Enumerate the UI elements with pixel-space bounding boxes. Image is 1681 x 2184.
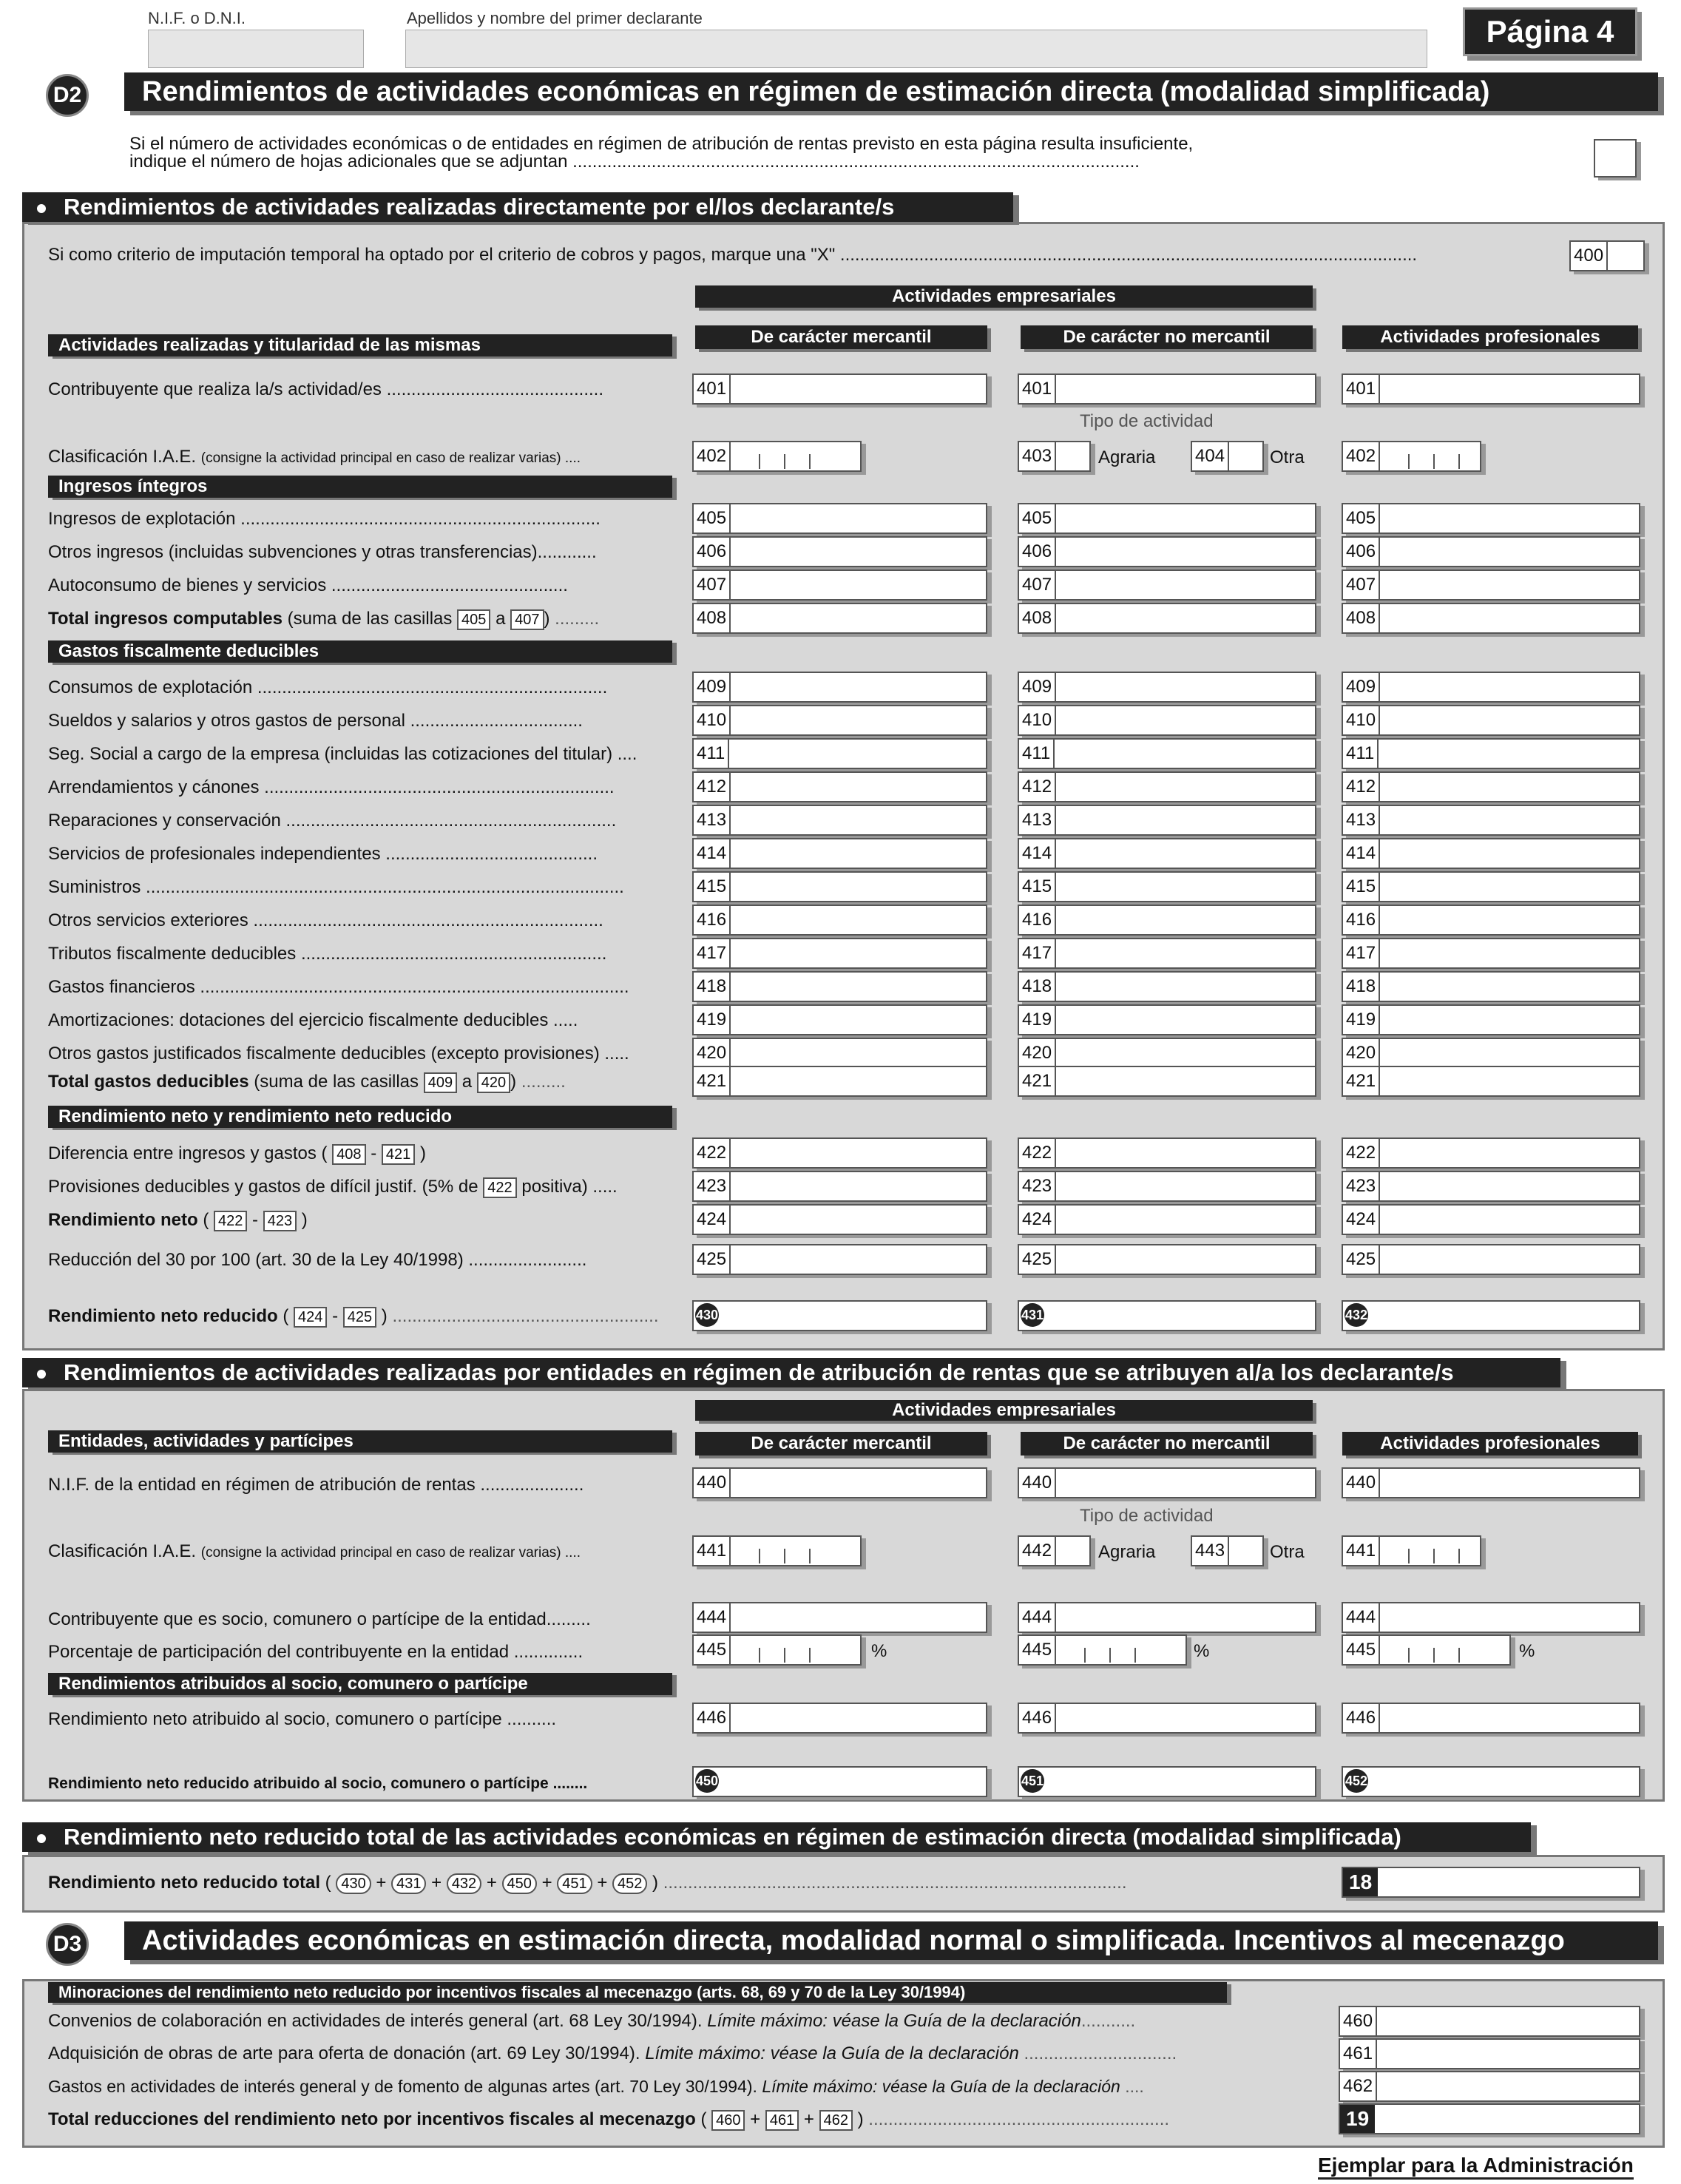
col-header-profesionales: Actividades profesionales bbox=[1342, 325, 1638, 349]
nif-field[interactable] bbox=[148, 30, 364, 68]
box-450[interactable]: 450 bbox=[692, 1766, 987, 1797]
box-400[interactable]: 400 bbox=[1569, 240, 1645, 271]
box-402-mercantil[interactable]: 402 bbox=[692, 441, 862, 472]
box-424-col2[interactable]: 424 bbox=[1018, 1204, 1316, 1235]
box-409-col1[interactable]: 409 bbox=[692, 672, 987, 703]
row-label-405: Ingresos de explotación ......................................................................... bbox=[48, 509, 601, 529]
row-label-414: Servicios de profesionales independientes ........................................... bbox=[48, 844, 598, 864]
row-label-418: Gastos financieros ....................................................................................... bbox=[48, 977, 629, 997]
sec2-title: Rendimientos de actividades realizadas por entidades en régimen de atribución de rentas que se atribuyen al/a los declarante/s bbox=[22, 1358, 1560, 1387]
col-header-profesionales-2: Actividades profesionales bbox=[1342, 1432, 1638, 1456]
row-label-412: Arrendamientos y cánones ....................................................................... bbox=[48, 777, 615, 797]
row-label-406: Otros ingresos (incluidas subvenciones y otras transferencias)............ bbox=[48, 542, 597, 562]
provisiones-label: Provisiones deducibles y gastos de difícil justif. (5% de 422 positiva) ..... bbox=[48, 1177, 618, 1197]
box-418-col1[interactable]: 418 bbox=[692, 971, 987, 1002]
row-label-425: Reducción del 30 por 100 (art. 30 de la Ley 40/1998) ........................ bbox=[48, 1250, 587, 1270]
box-19[interactable]: 19 bbox=[1339, 2103, 1640, 2134]
box-408-col2[interactable]: 408 bbox=[1018, 603, 1316, 634]
box-406-col2[interactable]: 406 bbox=[1018, 536, 1316, 567]
socio-label: Contribuyente que es socio, comunero o partícipe de la entidad......... bbox=[48, 1609, 591, 1629]
row-label-415: Suministros ................................................................................................. bbox=[48, 877, 624, 897]
sum-item-430: 430 bbox=[336, 1873, 371, 1894]
box-407-col2[interactable]: 407 bbox=[1018, 569, 1316, 601]
row-label-410: Sueldos y salarios y otros gastos de personal ................................... bbox=[48, 711, 583, 731]
box-401-mercantil[interactable]: 401 bbox=[692, 373, 987, 405]
box-412-col1[interactable]: 412 bbox=[692, 771, 987, 802]
page-number: Página 4 bbox=[1463, 7, 1637, 56]
row-label-416: Otros servicios exteriores ....................................................................... bbox=[48, 910, 603, 930]
sum-item-450: 450 bbox=[502, 1873, 537, 1894]
box-430[interactable]: 430 bbox=[692, 1300, 987, 1331]
sec1-title-text: Rendimientos de actividades realizadas directamente por el/los declarante/s bbox=[64, 194, 895, 220]
box-422-col1[interactable]: 422 bbox=[692, 1137, 987, 1169]
sum-item-462: 462 bbox=[819, 2110, 853, 2131]
box-412-col2[interactable]: 412 bbox=[1018, 771, 1316, 802]
box-424-col3[interactable]: 424 bbox=[1342, 1204, 1640, 1235]
otra-label-2: Otra bbox=[1270, 1542, 1305, 1562]
box-440-profesionales[interactable]: 440 bbox=[1342, 1467, 1640, 1498]
box-414-col1[interactable]: 414 bbox=[692, 838, 987, 869]
box-423-col1[interactable]: 423 bbox=[692, 1171, 987, 1202]
box-423-col3[interactable]: 423 bbox=[1342, 1171, 1640, 1202]
box-406-col3[interactable]: 406 bbox=[1342, 536, 1640, 567]
box-446-profesionales[interactable]: 446 bbox=[1342, 1703, 1640, 1734]
box-441-profesionales[interactable]: 441 bbox=[1342, 1535, 1481, 1566]
box-445-profesionales[interactable]: 445 bbox=[1342, 1634, 1511, 1666]
box-422-col2[interactable]: 422 bbox=[1018, 1137, 1316, 1169]
box-425-col3[interactable]: 425 bbox=[1342, 1244, 1640, 1275]
criterio-label: Si como criterio de imputación temporal ha optado por el criterio de cobros y pagos, marque una "X" ..................................................................................................................... bbox=[48, 245, 1418, 265]
box-442-agraria[interactable]: 442 bbox=[1018, 1535, 1091, 1566]
box-444-profesionales[interactable]: 444 bbox=[1342, 1602, 1640, 1633]
box-425-col2[interactable]: 425 bbox=[1018, 1244, 1316, 1275]
box-425-col1[interactable]: 425 bbox=[692, 1244, 987, 1275]
atribuidos-header: Rendimientos atribuidos al socio, comunero o partícipe bbox=[48, 1673, 672, 1695]
box-420-col2[interactable]: 420 bbox=[1018, 1038, 1316, 1069]
box-413-col3[interactable]: 413 bbox=[1342, 805, 1640, 836]
mecenazgo-row-1: Convenios de colaboración en actividades de interés general (art. 68 Ley 30/1994). Límite máximo: véase la Guía de la declaración........... bbox=[48, 2011, 1136, 2031]
col-header-no-mercantil: De carácter no mercantil bbox=[1021, 325, 1313, 349]
box-409-col3[interactable]: 409 bbox=[1342, 672, 1640, 703]
row-label-411: Seg. Social a cargo de la empresa (incluidas las cotizaciones del titular) .... bbox=[48, 744, 637, 764]
box-414-col2[interactable]: 414 bbox=[1018, 838, 1316, 869]
box-451[interactable]: 451 bbox=[1018, 1766, 1316, 1797]
sum-item-452: 452 bbox=[612, 1873, 647, 1894]
box-421-col3[interactable]: 421 bbox=[1342, 1066, 1640, 1097]
box-415-col3[interactable]: 415 bbox=[1342, 871, 1640, 902]
box-445-mercantil[interactable]: 445 bbox=[692, 1634, 862, 1666]
box-404-otra[interactable]: 404 bbox=[1191, 441, 1264, 472]
mecenazgo-row-3: Gastos en actividades de interés general y de fomento de algunas artes (art. 70 Ley 30/1994). Límite máximo: véase la Guía de la declaración .... bbox=[48, 2077, 1144, 2096]
box-402-profesionales[interactable]: 402 bbox=[1342, 441, 1481, 472]
sec1-title bbox=[22, 192, 1013, 222]
group-header-empresariales: Actividades empresariales bbox=[695, 285, 1313, 308]
row-label-409: Consumos de explotación ....................................................................... bbox=[48, 677, 608, 697]
box-416-col3[interactable]: 416 bbox=[1342, 905, 1640, 936]
pct-sign-1: % bbox=[871, 1641, 887, 1661]
titularidad-header: Actividades realizadas y titularidad de las mismas bbox=[48, 334, 672, 356]
box-443-otra[interactable]: 443 bbox=[1191, 1535, 1264, 1566]
row-label-407: Autoconsumo de bienes y servicios ................................................ bbox=[48, 575, 568, 595]
agraria-label: Agraria bbox=[1098, 447, 1156, 467]
rend-total-label: Rendimiento neto reducido total ( 430 + 431 + 432 + 450 + 451 + 452 ) .............................................................................................. bbox=[48, 1873, 1127, 1893]
sum-item-431: 431 bbox=[391, 1873, 426, 1894]
sec3-items: 430 + 431 + 432 + 450 + 451 + 452 bbox=[336, 1873, 647, 1893]
box-409-col2[interactable]: 409 bbox=[1018, 672, 1316, 703]
name-field[interactable] bbox=[405, 30, 1427, 68]
box-418-col2[interactable]: 418 bbox=[1018, 971, 1316, 1002]
box-416-col2[interactable]: 416 bbox=[1018, 905, 1316, 936]
reducido-label: Rendimiento neto reducido ( 424 - 425 ) ...................................................... bbox=[48, 1306, 659, 1326]
neto-atribuido-label: Rendimiento neto atribuido al socio, comunero o partícipe .......... bbox=[48, 1709, 557, 1729]
section-title-d3: Actividades económicas en estimación directa, modalidad normal o simplificada. Incentivos al mecenazgo bbox=[124, 1921, 1658, 1960]
box-407-col1[interactable]: 407 bbox=[692, 569, 987, 601]
box-421-col1[interactable]: 421 bbox=[692, 1066, 987, 1097]
box-419-col1[interactable]: 419 bbox=[692, 1004, 987, 1035]
box-421-col2[interactable]: 421 bbox=[1018, 1066, 1316, 1097]
hojas-adicionales-box[interactable] bbox=[1594, 139, 1637, 178]
diferencia-label: Diferencia entre ingresos y gastos ( 408 - 421 ) bbox=[48, 1143, 426, 1163]
box-445-no-mercantil[interactable]: 445 bbox=[1018, 1634, 1187, 1666]
box-411-col3[interactable]: 411 bbox=[1342, 738, 1640, 769]
col-header-mercantil-2: De carácter mercantil bbox=[695, 1432, 987, 1456]
tipo-actividad-label-2: Tipo de actividad bbox=[1080, 1506, 1214, 1526]
pct-sign-3: % bbox=[1519, 1641, 1535, 1661]
box-440-no-mercantil[interactable]: 440 bbox=[1018, 1467, 1316, 1498]
box-422-col3[interactable]: 422 bbox=[1342, 1137, 1640, 1169]
box-405-col3[interactable]: 405 bbox=[1342, 503, 1640, 534]
bullet-icon bbox=[37, 1834, 46, 1843]
box-418-col3[interactable]: 418 bbox=[1342, 971, 1640, 1002]
box-408-col1[interactable]: 408 bbox=[692, 603, 987, 634]
gastos-header: Gastos fiscalmente deducibles bbox=[48, 640, 672, 663]
group-header-empresariales-2: Actividades empresariales bbox=[695, 1400, 1313, 1421]
sum-item-461: 461 bbox=[765, 2110, 799, 2131]
box-408-col3[interactable]: 408 bbox=[1342, 603, 1640, 634]
mecenazgo-header: Minoraciones del rendimiento neto reducido por incentivos fiscales al mecenazgo (arts. 68, 69 y 70 de la Ley 30/1994) bbox=[48, 1982, 1227, 2003]
box-417-col2[interactable]: 417 bbox=[1018, 938, 1316, 969]
box-416-col1[interactable]: 416 bbox=[692, 905, 987, 936]
box-414-col3[interactable]: 414 bbox=[1342, 838, 1640, 869]
total-ingresos-label: Total ingresos computables (suma de las casillas 405 a 407 ) ......... bbox=[48, 609, 600, 629]
box-462[interactable]: 462 bbox=[1339, 2071, 1640, 2102]
sum-item-460: 460 bbox=[711, 2110, 745, 2131]
note-line-1: Si el número de actividades económicas o de entidades en régimen de atribución de rentas previsto en esta página resulta insuficiente, bbox=[129, 134, 1194, 154]
tipo-actividad-label: Tipo de actividad bbox=[1080, 411, 1214, 431]
row-label-420: Otros gastos justificados fiscalmente deducibles (excepto provisiones) ..... bbox=[48, 1044, 629, 1064]
d3-items: 460 + 461 + 462 bbox=[711, 2109, 853, 2129]
contribuyente-label: Contribuyente que realiza la/s actividad/es ............................................ bbox=[48, 379, 603, 399]
pct-sign-2: % bbox=[1194, 1641, 1210, 1661]
box-460[interactable]: 460 bbox=[1339, 2006, 1640, 2037]
box-406-col1[interactable]: 406 bbox=[692, 536, 987, 567]
mecenazgo-row-2: Adquisición de obras de arte para oferta de donación (art. 69 Ley 30/1994). Límite máximo: véase la Guía de la declaración ............................... bbox=[48, 2043, 1177, 2063]
box-446-no-mercantil[interactable]: 446 bbox=[1018, 1703, 1316, 1734]
box-403-agraria[interactable]: 403 bbox=[1018, 441, 1091, 472]
box-440-mercantil[interactable]: 440 bbox=[692, 1467, 987, 1498]
sec3-title: Rendimiento neto reducido total de las actividades económicas en régimen de estimación directa (modalidad simplificada) bbox=[22, 1822, 1531, 1852]
clasificacion-label: Clasificación I.A.E. (consigne la actividad principal en caso de realizar varias) .... bbox=[48, 447, 581, 467]
reducido-atribuido-label: Rendimiento neto reducido atribuido al socio, comunero o partícipe ........ bbox=[48, 1775, 588, 1792]
section-badge-d2: D2 bbox=[46, 74, 89, 117]
name-label: Apellidos y nombre del primer declarante bbox=[407, 9, 703, 27]
box-413-col2[interactable]: 413 bbox=[1018, 805, 1316, 836]
rendimiento-neto-label: Rendimiento neto ( 422 - 423 ) bbox=[48, 1210, 308, 1230]
box-415-col1[interactable]: 415 bbox=[692, 871, 987, 902]
box-412-col3[interactable]: 412 bbox=[1342, 771, 1640, 802]
bullet-icon bbox=[37, 204, 46, 213]
box-415-col2[interactable]: 415 bbox=[1018, 871, 1316, 902]
box-444-no-mercantil[interactable]: 444 bbox=[1018, 1602, 1316, 1633]
section-title-d2: Rendimientos de actividades económicas en régimen de estimación directa (modalidad simplificada) bbox=[124, 72, 1658, 111]
rendimiento-header: Rendimiento neto y rendimiento neto reducido bbox=[48, 1106, 672, 1128]
sum-item-432: 432 bbox=[447, 1873, 481, 1894]
box-407-col3[interactable]: 407 bbox=[1342, 569, 1640, 601]
box-431[interactable]: 431 bbox=[1018, 1300, 1316, 1331]
box-417-col3[interactable]: 417 bbox=[1342, 938, 1640, 969]
box-420-col1[interactable]: 420 bbox=[692, 1038, 987, 1069]
porcentaje-label: Porcentaje de participación del contribuyente en la entidad .............. bbox=[48, 1642, 584, 1662]
box-405-col1[interactable]: 405 bbox=[692, 503, 987, 534]
box-419-col2[interactable]: 419 bbox=[1018, 1004, 1316, 1035]
otra-label: Otra bbox=[1270, 447, 1305, 467]
footer-ejemplar: Ejemplar para la Administración bbox=[1318, 2154, 1634, 2180]
box-405-col2[interactable]: 405 bbox=[1018, 503, 1316, 534]
box-424-col1[interactable]: 424 bbox=[692, 1204, 987, 1235]
row-label-419: Amortizaciones: dotaciones del ejercicio fiscalmente deducibles ..... bbox=[48, 1010, 578, 1030]
total-gastos-label: Total gastos deducibles (suma de las casillas 409 a 420 ) ......... bbox=[48, 1072, 566, 1092]
row-label-417: Tributos fiscalmente deducibles .............................................................. bbox=[48, 944, 607, 964]
box-423-col2[interactable]: 423 bbox=[1018, 1171, 1316, 1202]
box-410-col1[interactable]: 410 bbox=[692, 705, 987, 736]
box-410-col3[interactable]: 410 bbox=[1342, 705, 1640, 736]
ingresos-header: Ingresos íntegros bbox=[48, 476, 672, 498]
agraria-label-2: Agraria bbox=[1098, 1542, 1156, 1562]
col-header-no-mercantil-2: De carácter no mercantil bbox=[1021, 1432, 1313, 1456]
box-432[interactable]: 432 bbox=[1342, 1300, 1640, 1331]
box-441-mercantil[interactable]: 441 bbox=[692, 1535, 862, 1566]
box-18[interactable]: 18 bbox=[1342, 1867, 1640, 1898]
box-411-col1[interactable]: 411 bbox=[692, 738, 987, 769]
box-461[interactable]: 461 bbox=[1339, 2038, 1640, 2069]
clasificacion-label-2: Clasificación I.A.E. (consigne la actividad principal en caso de realizar varias) .... bbox=[48, 1541, 581, 1561]
box-420-col3[interactable]: 420 bbox=[1342, 1038, 1640, 1069]
box-446-mercantil[interactable]: 446 bbox=[692, 1703, 987, 1734]
sum-item-451: 451 bbox=[557, 1873, 592, 1894]
mecenazgo-total: Total reducciones del rendimiento neto por incentivos fiscales al mecenazgo ( 460 + 461 + 462 ) ............................................................. bbox=[48, 2109, 1170, 2129]
bullet-icon bbox=[37, 1370, 46, 1379]
box-401-no-mercantil[interactable]: 401 bbox=[1018, 373, 1316, 405]
box-410-col2[interactable]: 410 bbox=[1018, 705, 1316, 736]
box-417-col1[interactable]: 417 bbox=[692, 938, 987, 969]
box-452[interactable]: 452 bbox=[1342, 1766, 1640, 1797]
box-401-profesionales[interactable]: 401 bbox=[1342, 373, 1640, 405]
box-419-col3[interactable]: 419 bbox=[1342, 1004, 1640, 1035]
box-411-col2[interactable]: 411 bbox=[1018, 738, 1316, 769]
box-413-col1[interactable]: 413 bbox=[692, 805, 987, 836]
nif-entidad-label: N.I.F. de la entidad en régimen de atribución de rentas ..................... bbox=[48, 1475, 584, 1495]
box-444-mercantil[interactable]: 444 bbox=[692, 1602, 987, 1633]
section-badge-d3: D3 bbox=[46, 1923, 89, 1966]
col-header-mercantil: De carácter mercantil bbox=[695, 325, 987, 349]
entidades-header: Entidades, actividades y partícipes bbox=[48, 1430, 672, 1453]
note-line-2: indique el número de hojas adicionales que se adjuntan ................................................................................................................... bbox=[129, 152, 1140, 172]
row-label-413: Reparaciones y conservación ................................................................... bbox=[48, 811, 617, 831]
nif-label: N.I.F. o D.N.I. bbox=[148, 9, 246, 27]
